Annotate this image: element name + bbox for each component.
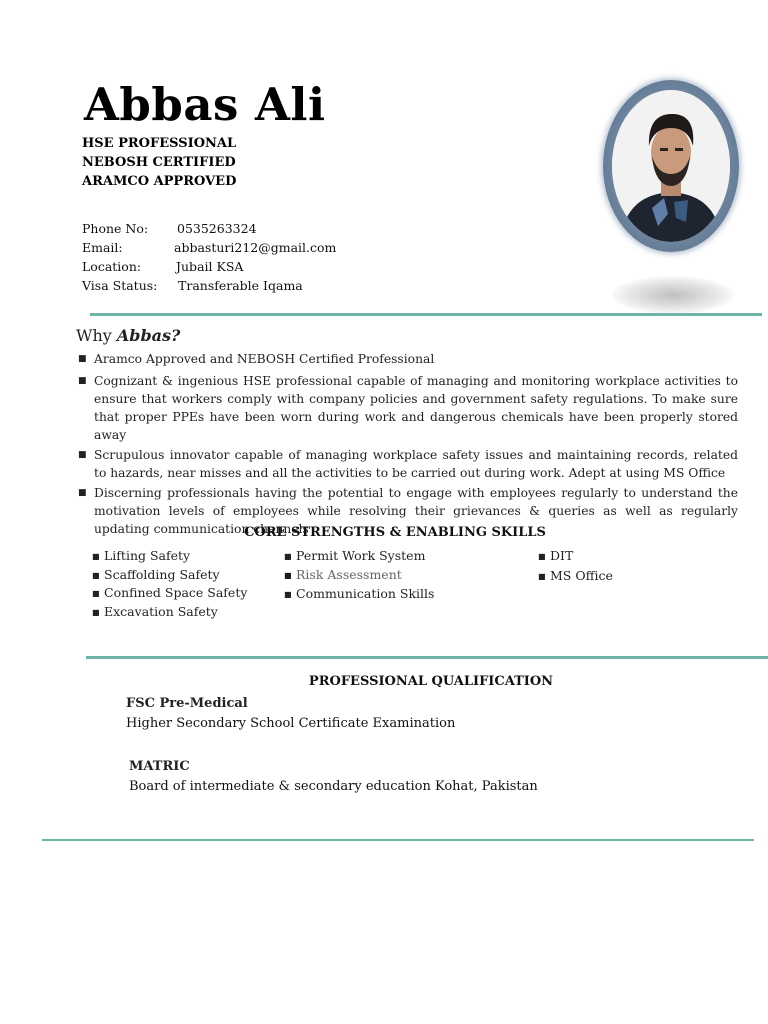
skill-item xyxy=(284,567,402,582)
title-line-2: NEBOSH CERTIFIED xyxy=(82,155,236,170)
skill-text: DIT xyxy=(550,548,574,563)
why-item-text: Discerning professionals having the potential to engage with employees regularly to understand the motivation levels of employees while resolving their grievances & queries as well as regularly updating communication channels xyxy=(94,486,738,536)
location-label: Location: xyxy=(82,259,142,274)
skill-text: Permit Work System xyxy=(296,548,426,563)
square-bullet-icon: ■ xyxy=(284,590,292,599)
skill-item xyxy=(284,548,425,563)
photo-shadow xyxy=(612,276,734,314)
skill-item xyxy=(92,604,218,619)
why-item-text: Scrupulous innovator capable of managing workplace safety issues and maintaining records, related to hazards, near misses and all the activities to be carried out during work. Adept at using MS Office xyxy=(94,448,738,480)
skill-text: Communication Skills xyxy=(296,586,435,601)
square-bullet-icon: ■ xyxy=(538,572,546,581)
qualification-detail: Higher Secondary School Certificate Examination xyxy=(126,716,456,731)
list-item xyxy=(78,372,738,444)
square-bullet-icon: ■ xyxy=(92,589,100,598)
email-value: abbasturi212@gmail.com xyxy=(174,240,337,255)
qualification-detail: Board of intermediate & secondary education Kohat, Pakistan xyxy=(129,779,538,794)
square-bullet-icon: ■ xyxy=(92,571,100,580)
square-bullet-icon: ■ xyxy=(78,488,87,498)
section-divider xyxy=(90,313,762,316)
section-divider xyxy=(86,656,768,659)
square-bullet-icon: ■ xyxy=(92,608,100,617)
square-bullet-icon: ■ xyxy=(78,376,87,386)
phone-value: 0535263324 xyxy=(177,221,257,236)
square-bullet-icon: ■ xyxy=(78,450,87,460)
why-item-text: Cognizant & ingenious HSE professional capable of managing and monitoring workplace activities to ensure that workers comply with company policies and government safety regulations. To make sure that proper PPEs have been worn during work and dangerous chemicals have been properly stored away xyxy=(94,374,738,442)
candidate-name: Abbas Ali xyxy=(84,78,326,131)
location-value: Jubail KSA xyxy=(176,259,244,274)
why-item-text: Aramco Approved and NEBOSH Certified Professional xyxy=(94,352,435,366)
skill-item xyxy=(92,548,190,563)
skill-text: Scaffolding Safety xyxy=(104,567,220,582)
why-heading-name: Abbas? xyxy=(116,326,181,345)
square-bullet-icon: ■ xyxy=(284,571,292,580)
skills-heading: CORE STRENGTHS & ENABLING SKILLS xyxy=(244,525,546,540)
why-list xyxy=(78,350,738,540)
phone-label: Phone No: xyxy=(82,221,149,236)
square-bullet-icon: ■ xyxy=(284,552,292,561)
skill-text: Excavation Safety xyxy=(104,604,218,619)
skill-text: Lifting Safety xyxy=(104,548,191,563)
skill-item xyxy=(538,548,573,563)
square-bullet-icon: ■ xyxy=(78,354,87,364)
square-bullet-icon: ■ xyxy=(538,552,546,561)
section-divider xyxy=(42,839,754,841)
skill-item xyxy=(92,567,220,582)
square-bullet-icon: ■ xyxy=(92,552,100,561)
list-item xyxy=(78,446,738,482)
skill-item xyxy=(284,586,434,601)
profile-photo xyxy=(612,90,730,242)
email-label: Email: xyxy=(82,240,123,255)
skill-text: Risk Assessment xyxy=(296,567,402,582)
visa-label: Visa Status: xyxy=(82,278,158,293)
why-heading xyxy=(76,326,180,345)
title-line-1: HSE PROFESSIONAL xyxy=(82,136,237,151)
skill-text: MS Office xyxy=(550,568,613,583)
title-line-3: ARAMCO APPROVED xyxy=(82,174,237,189)
list-item xyxy=(78,350,738,368)
qualification-heading: PROFESSIONAL QUALIFICATION xyxy=(308,674,554,689)
skill-item xyxy=(538,568,613,583)
skill-text: Confined Space Safety xyxy=(104,585,248,600)
skill-item xyxy=(92,585,247,600)
qualification-degree: FSC Pre-Medical xyxy=(126,696,248,711)
person-portrait-icon xyxy=(612,90,730,242)
qualification-degree: MATRIC xyxy=(129,759,190,774)
visa-value: Transferable Iqama xyxy=(178,278,303,293)
why-heading-prefix: Why xyxy=(76,326,117,345)
